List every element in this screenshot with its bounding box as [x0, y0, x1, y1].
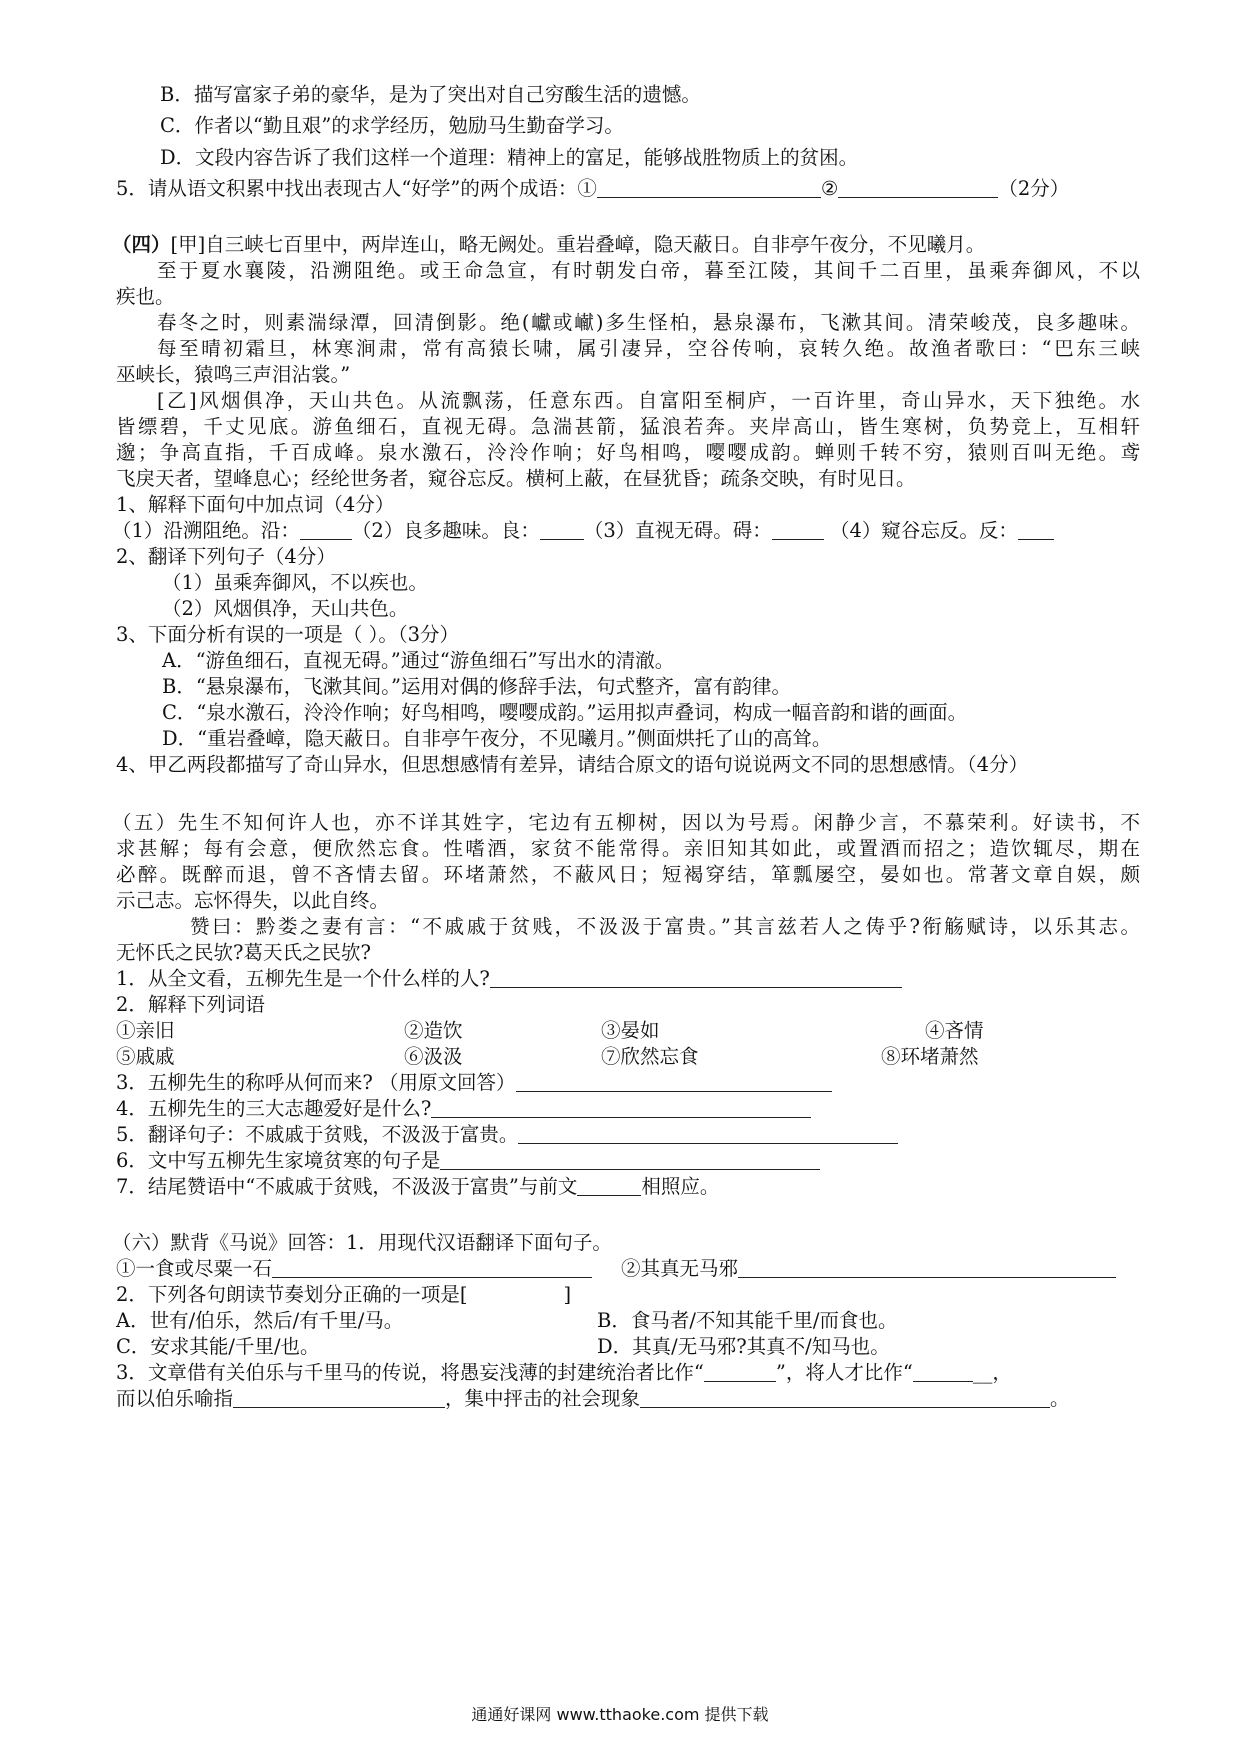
question-text: 3．五柳先生的称呼从何而来? （用原文回答）	[116, 1071, 516, 1094]
option-c: C．安求其能/千里/也。	[116, 1335, 320, 1358]
answer-blank[interactable]	[1018, 519, 1054, 540]
mark-2: ②	[820, 177, 839, 200]
question-text: 2．下列各句朗读节奏划分正确的一项是[	[116, 1283, 468, 1306]
question-3-cont	[116, 1386, 1070, 1412]
question-3	[116, 1070, 832, 1096]
question-6	[116, 1148, 820, 1174]
option-b: B．“悬泉瀑布，飞漱其间。”运用对偶的修辞手法，句式整齐，富有韵律。	[162, 675, 792, 698]
passage-line: 邈；争高直指，千百成峰。泉水激石，泠泠作响；好鸟相鸣，嘤嘤成韵。蝉则千转不穷，猿则百叫无绝。鸢	[116, 441, 1140, 464]
item-2: （2）良多趣味。良：	[351, 519, 540, 542]
passage-line: 无怀氏之民欤?葛天氏之民欤?	[116, 941, 371, 964]
answer-blank[interactable]	[540, 519, 584, 540]
question-4: 4、甲乙两段都描写了奇山异水，但思想感情有差异，请结合原文的语句说说两文不同的思想感情。（4分）	[116, 753, 1029, 776]
word-6: ⑥汲汲	[404, 1045, 463, 1068]
sentence: ①一食或尽粟一石	[116, 1257, 273, 1280]
section-6-heading: （六）默背《马说》回答：1．用现代汉语翻译下面句子。	[112, 1231, 612, 1254]
option-b: B．食马者/不知其能千里/而食也。	[597, 1309, 898, 1332]
score: （2分）	[998, 177, 1070, 200]
passage-line: 求甚解；每有会意，便欣然忘食。性嗜酒，家贫不能常得。亲旧知其如此，或置酒而招之；造饮辄尽，期在	[116, 837, 1140, 860]
answer-blank[interactable]	[577, 1175, 641, 1196]
passage-line: 飞戾天者，望峰息心；经纶世务者，窥谷忘反。横柯上蔽，在昼犹昏；疏条交映，有时见日。	[116, 467, 916, 490]
question-3: 3、下面分析有误的一项是（ ）。（3分）	[116, 623, 460, 646]
word-8: ⑧环堵萧然	[881, 1045, 979, 1068]
section-label: （四）	[112, 233, 171, 256]
word-3: ③晏如	[601, 1019, 660, 1042]
passage-line: 必醉。既醉而退，曾不吝情去留。环堵萧然，不蔽风日；短褐穿结，箪瓢屡空，晏如也。常著文章自娱，颇	[116, 863, 1140, 886]
question-7	[116, 1174, 719, 1200]
passage-line: （五）先生不知何许人也，亦不详其姓字，宅边有五柳树，因以为号焉。闲静少言，不慕荣利。好读书，不	[112, 811, 1140, 834]
passage-line: [乙]风烟俱净，天山共色。从流飘荡，任意东西。自富阳至桐庐，一百许里，奇山异水，天下独绝。水	[157, 389, 1140, 412]
question-text: 而以伯乐喻指	[116, 1387, 234, 1410]
answer-blank[interactable]	[772, 519, 824, 540]
bracket-close: ]	[563, 1283, 572, 1306]
option-d: D．文段内容告诉了我们这样一个道理：精神上的富足，能够战胜物质上的贫困。	[160, 146, 859, 169]
word-7: ⑦欣然忘食	[601, 1045, 699, 1068]
option-d: D．“重岩叠嶂，隐天蔽日。自非亭午夜分，不见曦月。”侧面烘托了山的高耸。	[162, 727, 832, 750]
question-text: 5．翻译句子：不戚戚于贫贱，不汲汲于富贵。	[116, 1123, 519, 1146]
answer-blank[interactable]	[516, 1071, 832, 1092]
question-2-item: （2）风烟俱净，天山共色。	[162, 597, 409, 620]
question-3	[116, 1360, 1012, 1386]
question-2: 2．解释下列词语	[116, 993, 265, 1016]
translate-2	[621, 1256, 1116, 1282]
option-c: C．“泉水激石，泠泠作响；好鸟相鸣，嘤嘤成韵。”运用拟声叠词，构成一幅音韵和谐的画面。	[162, 701, 968, 724]
question-2-item: （1）虽乘奔御风，不以疾也。	[162, 571, 428, 594]
answer-blank[interactable]	[431, 1097, 811, 1118]
question-text: ，集中抨击的社会现象	[445, 1387, 641, 1410]
question-5	[116, 176, 1069, 202]
passage-line: 疾也。	[116, 285, 175, 308]
sentence: ②其真无马邪	[621, 1257, 739, 1280]
passage-line: [甲]自三峡七百里中，两岸连山，略无阙处。重岩叠嶂，隐天蔽日。自非亭午夜分，不见曦月。	[170, 233, 986, 256]
question-1: 1、解释下面句中加点词（4分）	[116, 493, 395, 516]
item-1: （1）沿溯阻绝。沿：	[112, 519, 300, 542]
word-1: ①亲旧	[116, 1019, 175, 1042]
word-4: ④吝情	[925, 1019, 984, 1042]
question-5	[116, 1122, 898, 1148]
answer-blank[interactable]	[440, 1149, 820, 1170]
passage-line: 皆缥碧，千丈见底。游鱼细石，直视无碍。急湍甚箭，猛浪若奔。夹岸高山，皆生寒树，负势竞上，互相轩	[116, 415, 1140, 438]
passage-line: 赞曰：黔娄之妻有言：“不戚戚于贫贱，不汲汲于富贵。”其言兹若人之俦乎?衔觞赋诗，以乐其志。	[190, 915, 1140, 938]
answer-blank[interactable]	[704, 1361, 776, 1382]
answer-blank[interactable]	[597, 177, 821, 198]
passage-line: 示己志。忘怀得失，以此自终。	[116, 889, 390, 912]
option-d: D．其真/无马邪?其真不/知马也。	[597, 1335, 890, 1358]
passage-line: 至于夏水襄陵，沿溯阻绝。或王命急宣，有时朝发白帝，暮至江陵，其间千二百里，虽乘奔御风，不以	[157, 259, 1140, 282]
question-4	[116, 1096, 811, 1122]
question-text: __，	[972, 1361, 1012, 1384]
question-text: 4．五柳先生的三大志趣爱好是什么?	[116, 1097, 432, 1120]
answer-blank[interactable]	[640, 1387, 1050, 1408]
question-2: 2、翻译下列句子（4分）	[116, 545, 336, 568]
question-text-end: 相照应。	[641, 1175, 720, 1198]
option-a: A．世有/伯乐，然后/有千里/马。	[116, 1309, 404, 1332]
question-text: 3．文章借有关伯乐与千里马的传说，将愚妄浅薄的封建统治者比作“	[116, 1361, 704, 1384]
question-text: ”，将人才比作“	[775, 1361, 913, 1384]
option-a: A．“游鱼细石，直视无碍。”通过“游鱼细石”写出水的清澈。	[162, 649, 675, 672]
question-text: 6．文中写五柳先生家境贫寒的句子是	[116, 1149, 441, 1172]
word-2: ②造饮	[404, 1019, 463, 1042]
option-b: B．描写富家子弟的豪华，是为了突出对自己穷酸生活的遗憾。	[160, 83, 701, 106]
question-text: 。	[1050, 1387, 1070, 1410]
question-2	[116, 1282, 571, 1308]
question-text: 5．请从语文积累中找出表现古人“好学”的两个成语：①	[116, 177, 597, 200]
item-4: （4）窥谷忘反。反：	[829, 519, 1018, 542]
section-4-intro	[112, 232, 985, 258]
question-text: 7．结尾赞语中“不戚戚于贫贱，不汲汲于富贵”与前文	[116, 1175, 578, 1198]
answer-blank[interactable]	[300, 519, 352, 540]
page-footer: 通通好课网 www.tthaoke.com 提供下载	[471, 1705, 769, 1724]
option-c: C．作者以“勤且艰”的求学经历，勉励马生勤奋学习。	[160, 114, 624, 137]
question-text: 1．从全文看，五柳先生是一个什么样的人?	[116, 967, 490, 990]
answer-blank[interactable]	[838, 177, 998, 198]
answer-blank[interactable]	[518, 1123, 898, 1144]
answer-blank[interactable]	[233, 1387, 445, 1408]
translate-1	[116, 1256, 592, 1282]
answer-blank[interactable]	[272, 1257, 592, 1278]
answer-blank[interactable]	[738, 1257, 1116, 1278]
item-3: （3）直视无碍。碍：	[583, 519, 772, 542]
passage-line: 春冬之时，则素湍绿潭，回清倒影。绝(巘或𪩘)多生怪柏，悬泉瀑布，飞漱其间。清荣峻茂，良多趣味。	[157, 311, 1140, 334]
question-1	[116, 966, 902, 992]
passage-line: 每至晴初霜旦，林寒涧肃，常有高猿长啸，属引凄异，空谷传响，哀转久绝。故渔者歌曰：“巴东三峡	[157, 337, 1140, 360]
answer-blank[interactable]	[490, 967, 902, 988]
question-1-items	[112, 518, 1054, 544]
passage-line: 巫峡长，猿鸣三声泪沾裳。”	[116, 363, 351, 386]
word-5: ⑤戚戚	[116, 1045, 175, 1068]
answer-blank[interactable]	[913, 1361, 973, 1382]
